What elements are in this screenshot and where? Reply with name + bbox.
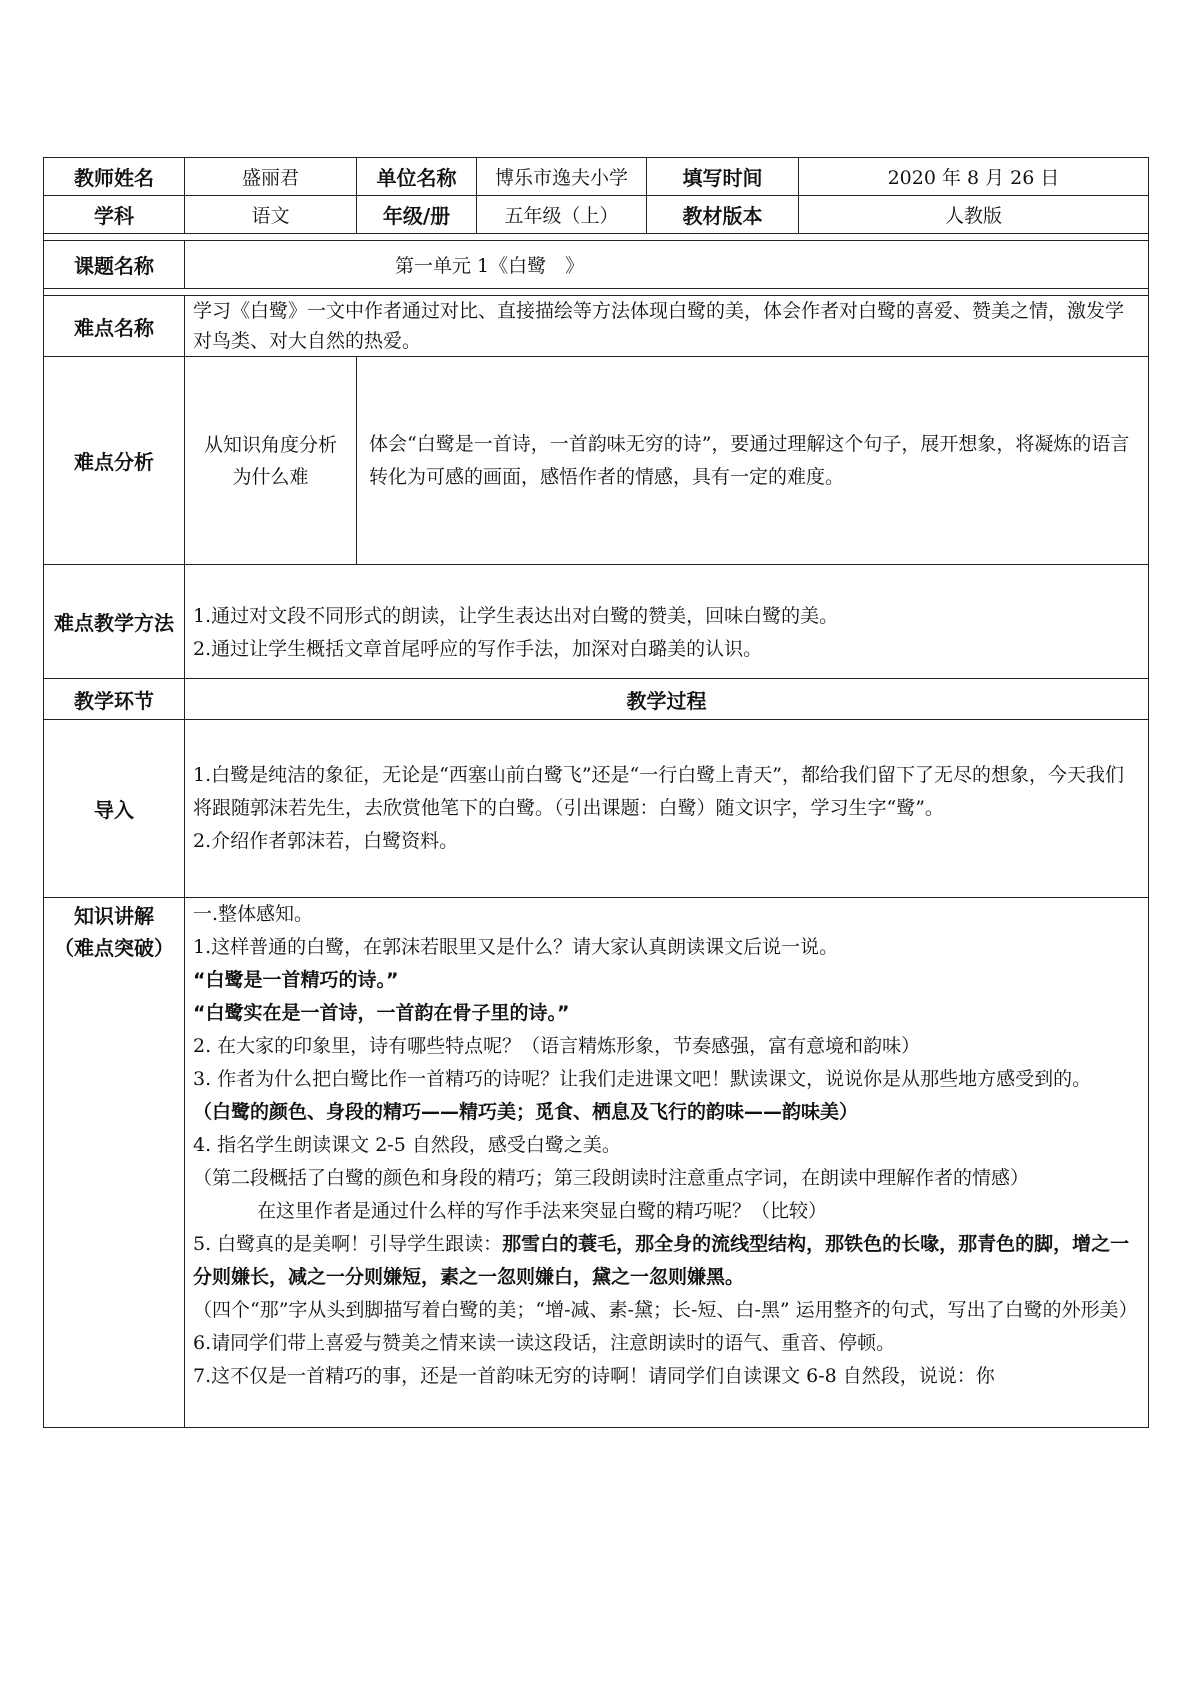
knowledge-quote-2: “白鹭实在是一首诗，一首韵在骨子里的诗。”	[193, 1002, 570, 1024]
intro-line-1: 1.白鹭是纯洁的象征，无论是“西塞山前白鹭飞”还是“一行白鹭上青天”，都给我们留下了无尽的想象，今天我们将跟随郭沫若先生，去欣赏他笔下的白鹭。（引出课题：白鹭）随文识字，学习生字“鹭”。	[193, 764, 1124, 819]
analysis-text: 体会“白鹭是一首诗，一首韵味无穷的诗”，要通过理解这个句子，展开想象，将凝炼的语言转化为可感的画面，感悟作者的情感，具有一定的难度。	[357, 357, 1149, 565]
difficulty-label: 难点名称	[44, 296, 185, 357]
method-line-2: 2.通过让学生概括文章首尾呼应的写作手法，加深对白璐美的认识。	[193, 638, 763, 660]
analysis-sub-label: 从知识角度分析为什么难	[185, 357, 357, 565]
lesson-plan-document	[43, 157, 1148, 1428]
date-value: 2020 年 8 月 26 日	[799, 158, 1149, 196]
knowledge-label-line-2: （难点突破）	[54, 936, 174, 960]
knowledge-line-14: 7.这不仅是一首精巧的事，还是一首韵味无穷的诗啊！请同学们自读课文 6-8 自然段，说说：你	[193, 1365, 995, 1387]
knowledge-text	[185, 898, 1149, 1428]
lesson-plan-table	[43, 157, 1149, 1428]
info-row-1	[44, 158, 1149, 196]
intro-row	[44, 720, 1149, 898]
knowledge-row	[44, 898, 1149, 1428]
lesson-row	[44, 241, 1149, 289]
process-stage-label: 教学环节	[44, 679, 185, 720]
unit-value: 博乐市逸夫小学	[477, 158, 647, 196]
info-row-2	[44, 196, 1149, 234]
knowledge-line-10: 在这里作者是通过什么样的写作手法来突显白鹭的精巧呢？（比较）	[257, 1200, 828, 1222]
knowledge-line-11-bold: 那雪白的蓑毛，那全身的流线型结构，那铁色的长喙，那青色的脚，增之一分则嫌长，减之一分则嫌短，素之一忽则嫌白，黛之一忽则嫌黑。	[193, 1233, 1130, 1288]
knowledge-line-2: 1.这样普通的白鹭，在郭沫若眼里又是什么？请大家认真朗读课文后说一说。	[193, 936, 839, 958]
teacher-label: 教师姓名	[44, 158, 185, 196]
teacher-value: 盛丽君	[185, 158, 357, 196]
edition-label: 教材版本	[647, 196, 799, 234]
subject-value: 语文	[185, 196, 357, 234]
method-line-1: 1.通过对文段不同形式的朗读，让学生表达出对白鹭的赞美，回味白鹭的美。	[193, 605, 839, 627]
knowledge-line-9: （第二段概括了白鹭的颜色和身段的精巧；第三段朗读时注意重点字词，在朗读中理解作者的情感）	[193, 1167, 1030, 1189]
unit-label: 单位名称	[357, 158, 477, 196]
knowledge-label	[44, 898, 185, 1428]
knowledge-line-7: （白鹭的颜色、身段的精巧——精巧美；觅食、栖息及飞行的韵味——韵味美）	[193, 1101, 859, 1123]
difficulty-text: 学习《白鹭》一文中作者通过对比、直接描绘等方法体现白鹭的美，体会作者对白鹭的喜爱、赞美之情，激发学对鸟类、对大自然的热爱。	[185, 296, 1149, 357]
knowledge-label-line-1: 知识讲解	[74, 904, 154, 928]
knowledge-line-5: 2. 在大家的印象里，诗有哪些特点呢？（语言精炼形象，节奏感强，富有意境和韵味）	[193, 1035, 921, 1057]
lesson-value: 第一单元 1《白鹭 》	[185, 241, 1149, 289]
knowledge-line-11	[193, 1228, 1140, 1294]
intro-text	[185, 720, 1149, 898]
knowledge-line-1: 一.整体感知。	[193, 903, 314, 925]
edition-value: 人教版	[799, 196, 1149, 234]
grade-label: 年级/册	[357, 196, 477, 234]
method-label: 难点教学方法	[44, 565, 185, 679]
analysis-label: 难点分析	[44, 357, 185, 565]
knowledge-line-8: 4. 指名学生朗读课文 2-5 自然段，感受白鹭之美。	[193, 1134, 621, 1156]
knowledge-line-12: （四个“那”字从头到脚描写着白鹭的美；“增-减、素-黛；长-短、白-黑” 运用整齐的句式，写出了白鹭的外形美）	[193, 1299, 1138, 1321]
analysis-row	[44, 357, 1149, 565]
process-header-row	[44, 679, 1149, 720]
subject-label: 学科	[44, 196, 185, 234]
knowledge-line-6: 3. 作者为什么把白鹭比作一首精巧的诗呢？让我们走进课文吧！默读课文，说说你是从那些地方感受到的。	[193, 1068, 1092, 1090]
date-label: 填写时间	[647, 158, 799, 196]
lesson-label: 课题名称	[44, 241, 185, 289]
knowledge-line-13: 6.请同学们带上喜爱与赞美之情来读一读这段话，注意朗读时的语气、重音、停顿。	[193, 1332, 896, 1354]
intro-line-2: 2.介绍作者郭沫若，白鹭资料。	[193, 830, 459, 852]
knowledge-line-11-plain: 5. 白鹭真的是美啊！引导学生跟读：	[193, 1233, 503, 1255]
difficulty-row	[44, 296, 1149, 357]
method-text	[185, 565, 1149, 679]
method-row	[44, 565, 1149, 679]
grade-value: 五年级（上）	[477, 196, 647, 234]
knowledge-quote-1: “白鹭是一首精巧的诗。”	[193, 969, 399, 991]
process-label: 教学过程	[185, 679, 1149, 720]
intro-label: 导入	[44, 720, 185, 898]
